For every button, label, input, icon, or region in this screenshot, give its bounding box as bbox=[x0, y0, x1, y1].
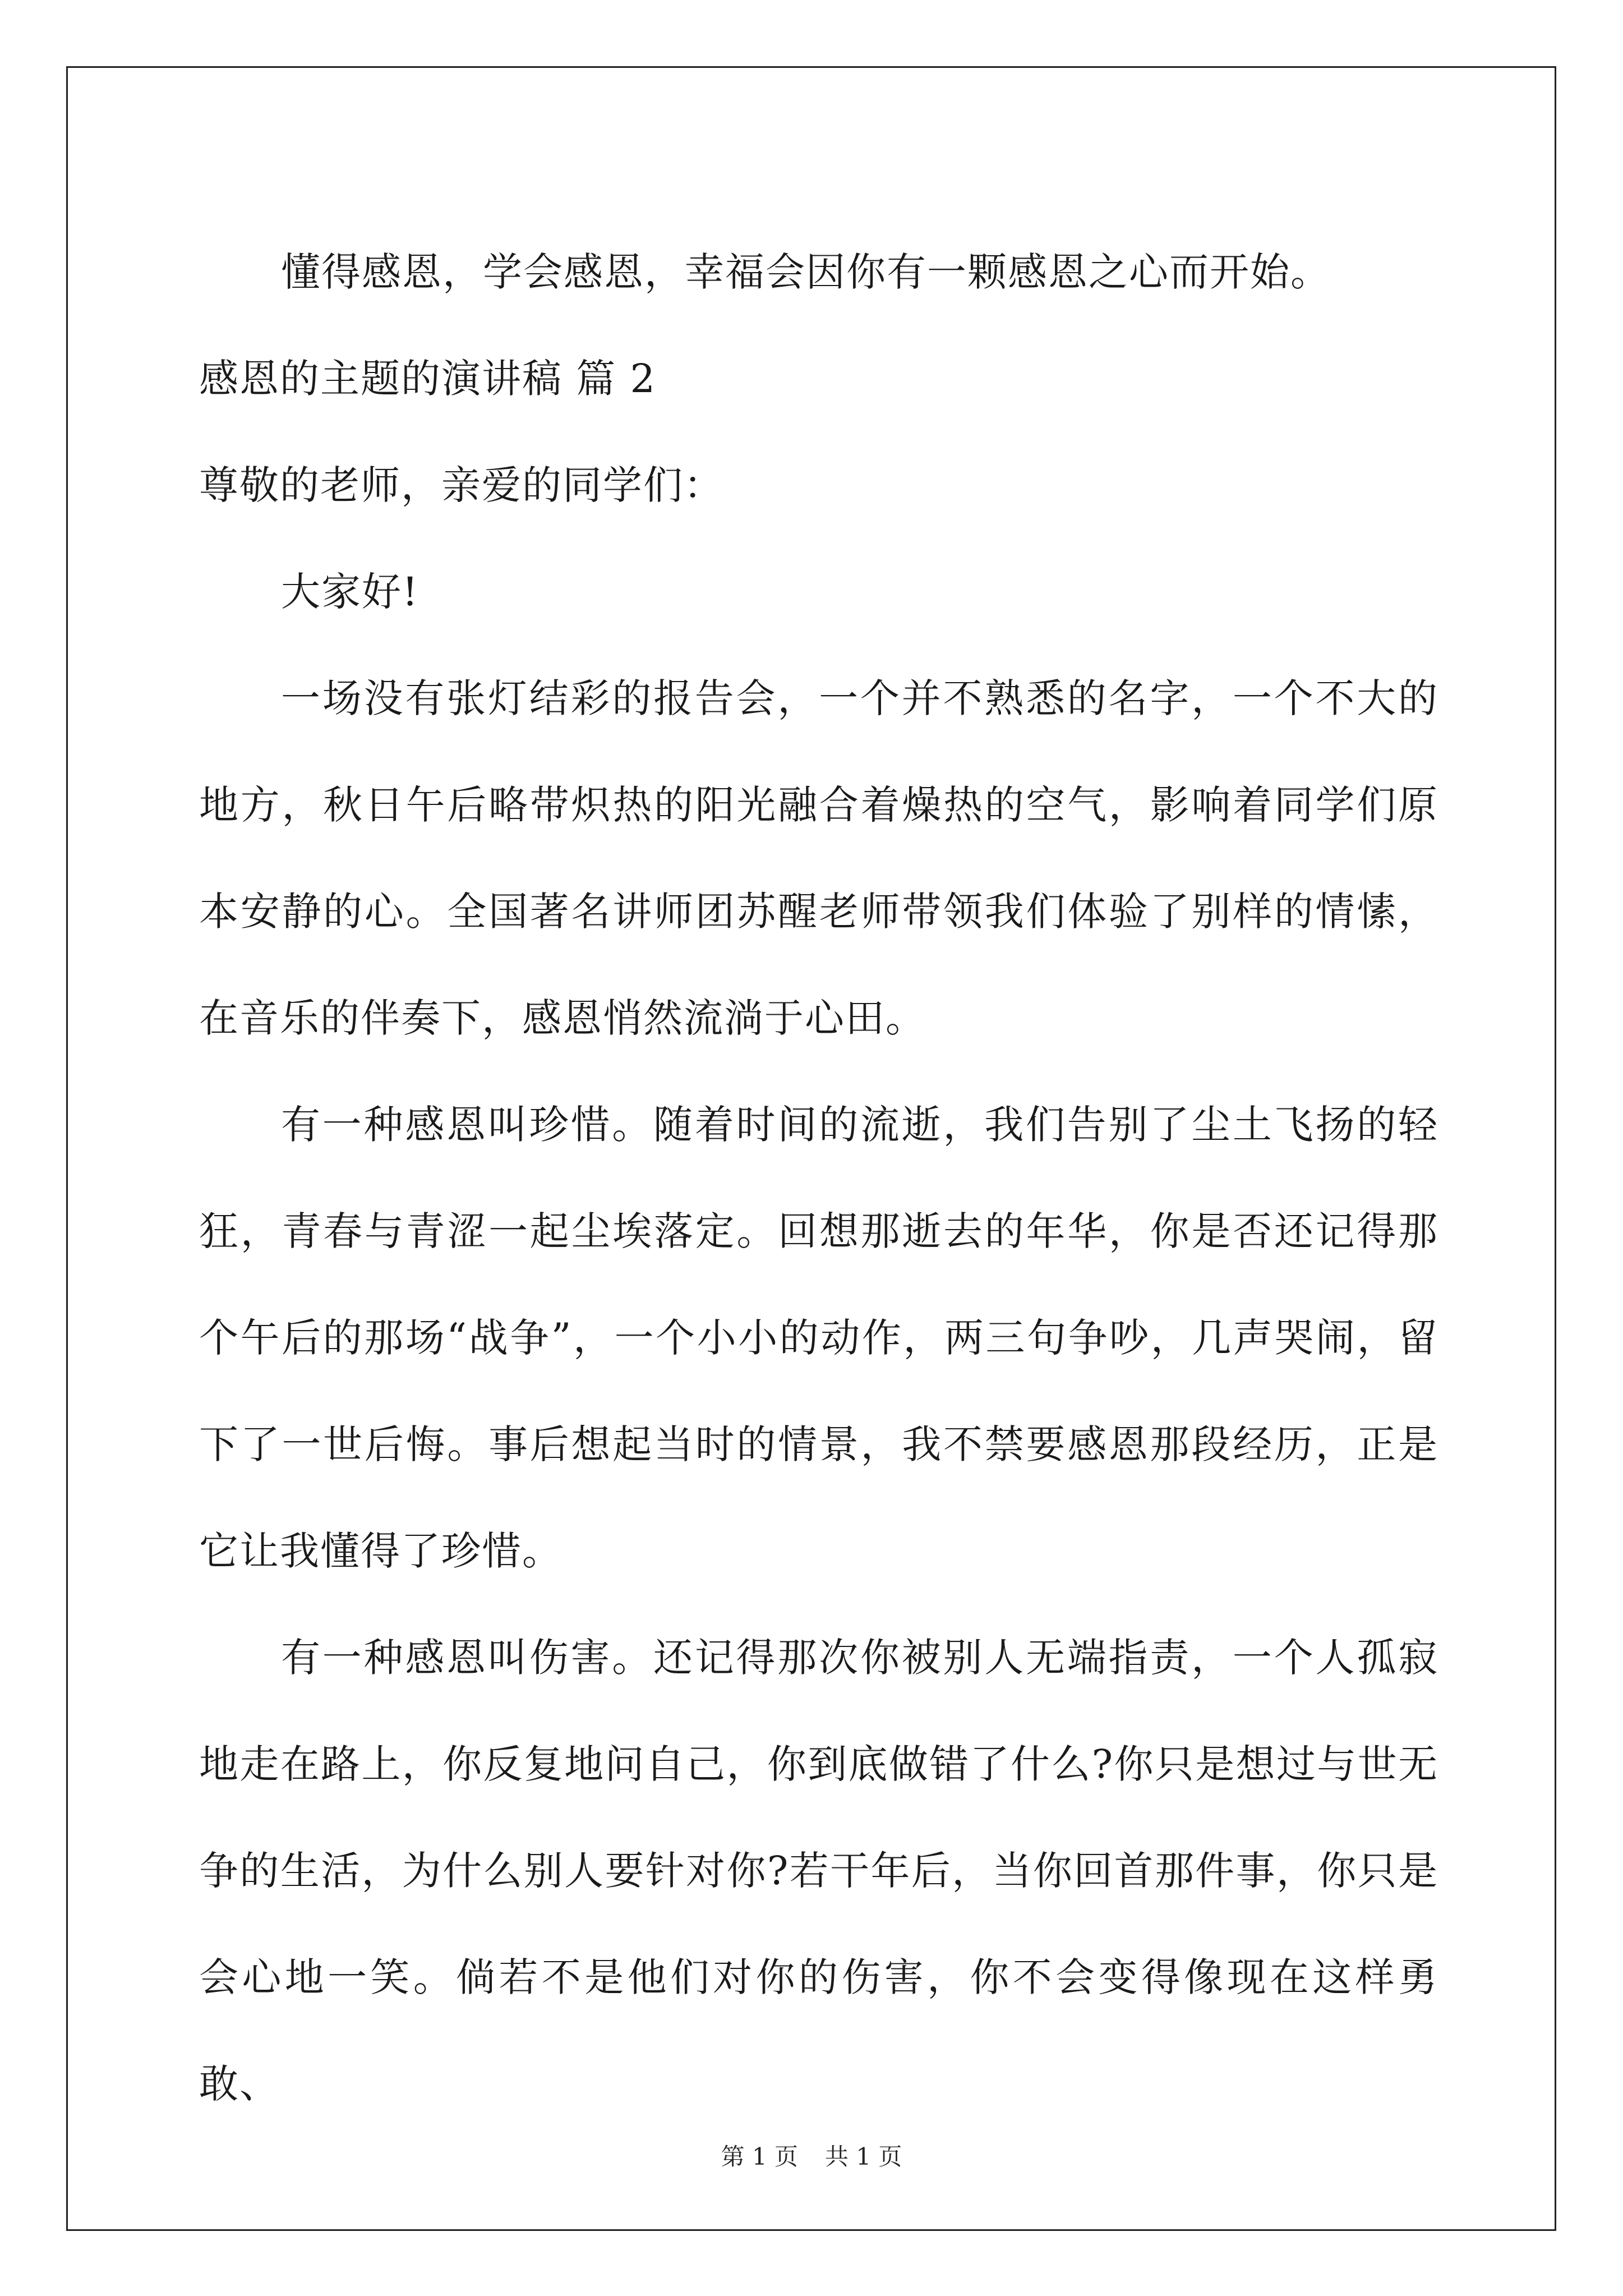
paragraph: 一场没有张灯结彩的报告会，一个并不熟悉的名字，一个不大的地方，秋日午后略带炽热的阳光融合着燥热的空气，影响着同学们原本安静的心。全国著名讲师团苏醒老师带领我们体验了别样的情愫，在音乐的伴奏下，感恩悄然流淌于心田。 bbox=[199, 675, 1438, 1041]
paragraph: 有一种感恩叫伤害。还记得那次你被别人无端指责，一个人孤寂地走在路上，你反复地问自己，你到底做错了什么?你只是想过与世无争的生活，为什么别人要针对你?若干年后，当你回首那件事，你只是会心地一笑。倘若不是他们对你的伤害，你不会变得像现在这样勇敢、 bbox=[199, 1635, 1438, 2107]
page-number: 第 1 页 bbox=[721, 2143, 798, 2170]
salutation: 尊敬的老师，亲爱的同学们： bbox=[199, 462, 724, 508]
paragraph: 有一种感恩叫珍惜。随着时间的流逝，我们告别了尘土飞扬的轻狂，青春与青涩一起尘埃落定。回想那逝去的年华，你是否还记得那个午后的那场“战争”，一个小小的动作，两三句争吵，几声哭闹，留下了一世后悔。事后想起当时的情景，我不禁要感恩那段经历，正是它让我懂得了珍惜。 bbox=[199, 1102, 1438, 1574]
document-body bbox=[199, 219, 1438, 2137]
greeting: 大家好! bbox=[281, 569, 419, 615]
section-heading: 感恩的主题的演讲稿 篇 2 bbox=[199, 356, 657, 402]
page-footer bbox=[0, 2140, 1623, 2174]
paragraph: 懂得感恩，学会感恩，幸福会因你有一颗感恩之心而开始。 bbox=[281, 249, 1331, 295]
page-total: 共 1 页 bbox=[825, 2143, 902, 2170]
